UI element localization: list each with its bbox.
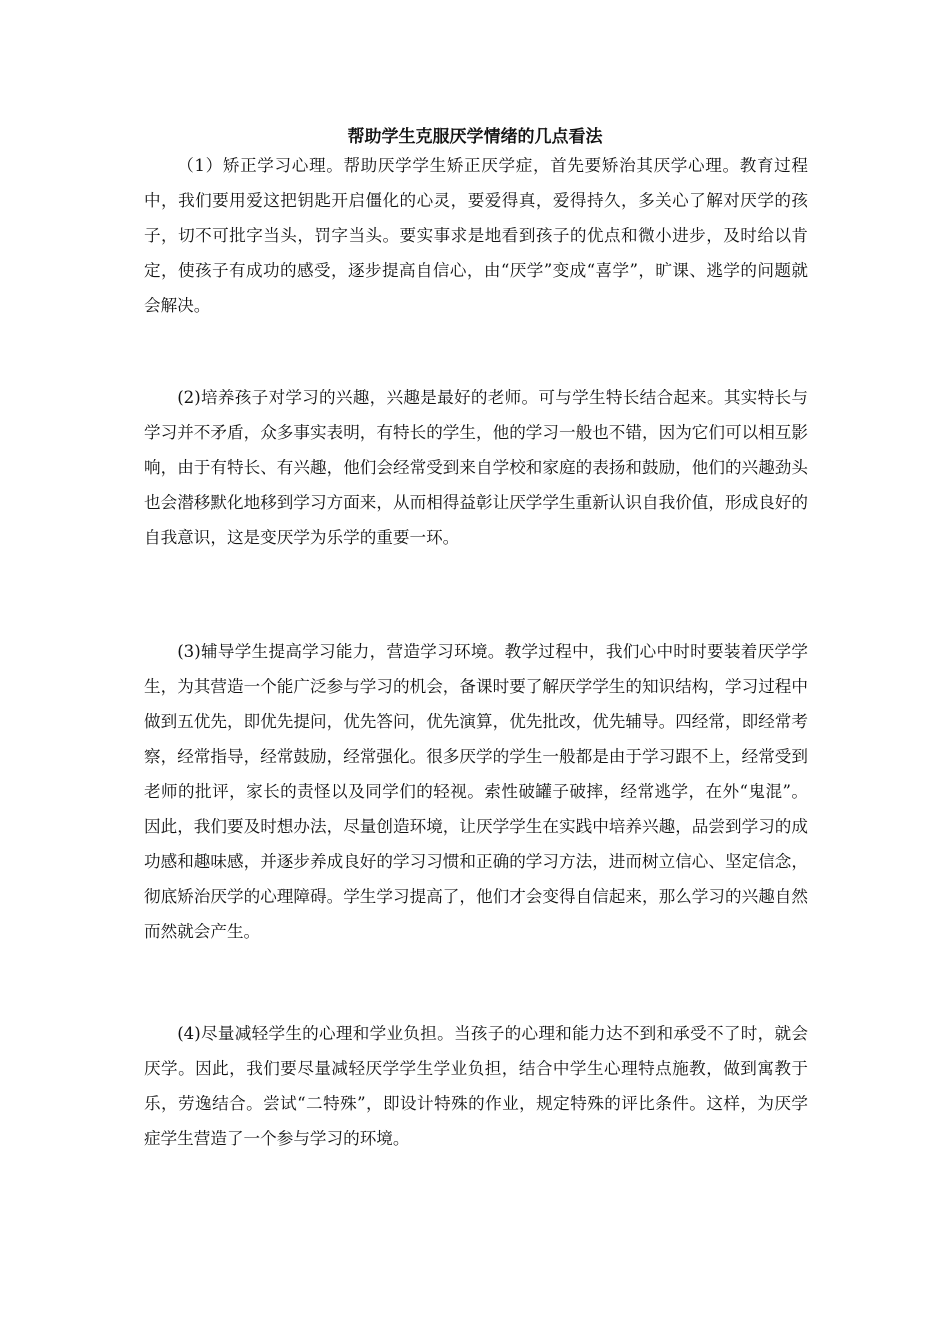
- document-title: 帮助学生克服厌学情绪的几点看法: [347, 127, 603, 147]
- paragraph-3: (3)辅导学生提高学习能力，营造学习环境。教学过程中，我们心中时时要装着厌学学生，为其营造一个能广泛参与学习的机会，备课时要了解厌学学生的知识结构，学习过程中做到五优先，即优先提问，优先答问，优先演算，优先批改，优先辅导。四经常，即经常考察，经常指导，经常鼓励，经常强化。很多厌学的学生一般都是由于学习跟不上，经常受到老师的批评，家长的责怪以及同学们的轻视。索性破罐子破摔，经常逃学，在外“鬼混”。因此，我们要及时想办法，尽量创造环境，让厌学学生在实践中培养兴趣，品尝到学习的成功感和趣味感，并逐步养成良好的学习习惯和正确的学习方法，进而树立信心、坚定信念，彻底矫治厌学的心理障碍。学生学习提高了，他们才会变得自信起来，那么学习的兴趣自然而然就会产生。: [144, 642, 808, 941]
- paragraph-4: (4)尽量减轻学生的心理和学业负担。当孩子的心理和能力达不到和承受不了时，就会厌学。因此，我们要尽量减轻厌学学生学业负担，结合中学生心理特点施教，做到寓教于乐，劳逸结合。尝试“二特殊”，即设计特殊的作业，规定特殊的评比条件。这样，为厌学症学生营造了一个参与学习的环境。: [144, 1024, 808, 1148]
- paragraph-2: (2)培养孩子对学习的兴趣，兴趣是最好的老师。可与学生特长结合起来。其实特长与学习并不矛盾，众多事实表明，有特长的学生，他的学习一般也不错，因为它们可以相互影响，由于有特长、有兴趣，他们会经常受到来自学校和家庭的表扬和鼓励，他们的兴趣劲头也会潜移默化地移到学习方面来，从而相得益彰让厌学学生重新认识自我价值，形成良好的自我意识，这是变厌学为乐学的重要一环。: [144, 388, 808, 547]
- paragraph-1: （1）矫正学习心理。帮助厌学学生矫正厌学症，首先要矫治其厌学心理。教育过程中，我们要用爱这把钥匙开启僵化的心灵，要爱得真，爱得持久，多关心了解对厌学的孩子，切不可批字当头，罚字当头。要实事求是地看到孩子的优点和微小进步，及时给以肯定，使孩子有成功的感受，逐步提高自信心，由“厌学”变成“喜学”，旷课、逃学的问题就会解决。: [144, 156, 808, 315]
